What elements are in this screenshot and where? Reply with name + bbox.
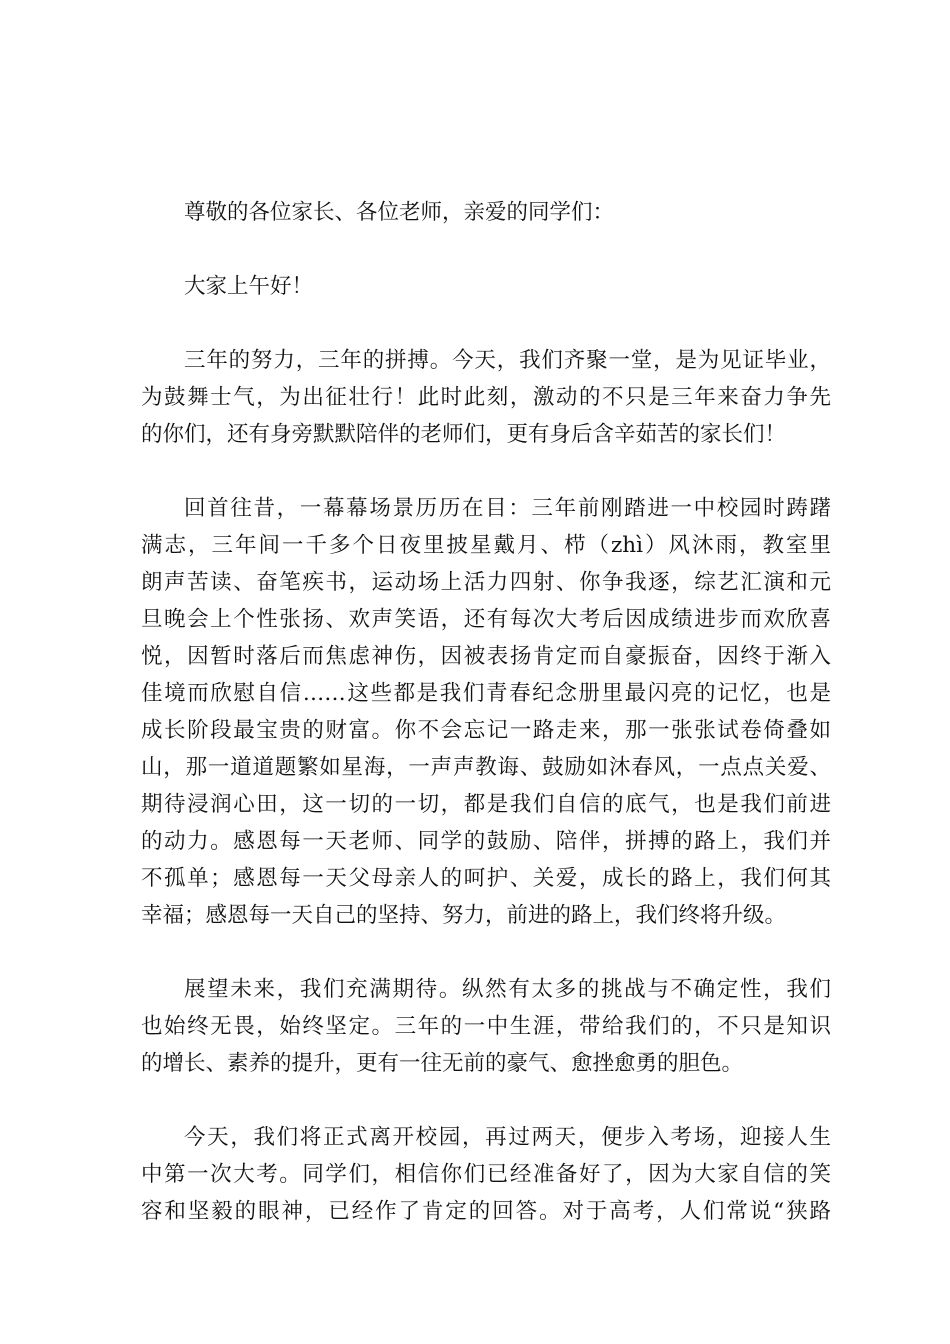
text-line: 期待浸润心田，这一切的一切，都是我们自信的底气，也是我们前进: [141, 792, 831, 817]
text-line: 三年的努力，三年的拼搏。今天，我们齐聚一堂，是为见证毕业，: [184, 348, 831, 373]
text-line: 旦晚会上个性张扬、欢声笑语，还有每次大考后因成绩进步而欢欣喜: [141, 607, 831, 632]
text-line: 回首往昔，一幕幕场景历历在目：三年前刚踏进一中校园时踌躇: [184, 496, 831, 521]
text-line: 的动力。感恩每一天老师、同学的鼓励、陪伴，拼搏的路上，我们并: [141, 829, 831, 854]
text-line: 不孤单；感恩每一天父母亲人的呵护、关爱，成长的路上，我们何其: [141, 866, 831, 891]
text-line: 的增长、素养的提升，更有一往无前的豪气、愈挫愈勇的胆色。: [141, 1051, 744, 1076]
text-line: 尊敬的各位家长、各位老师，亲爱的同学们：: [184, 200, 615, 225]
body-paragraph: [141, 971, 831, 1082]
text-line: 今天，我们将正式离开校园，再过两天，便步入考场，迎接人生: [184, 1125, 831, 1150]
document-body: [141, 194, 831, 1267]
greeting-paragraph: [141, 268, 831, 305]
text-line: 朗声苦读、奋笔疾书，运动场上活力四射、你争我逐，综艺汇演和元: [141, 570, 831, 595]
text-line: 展望未来，我们充满期待。纵然有太多的挑战与不确定性，我们: [184, 977, 831, 1002]
text-line: 满志，三年间一千多个日夜里披星戴月、栉（zhì）风沐雨，教室里: [141, 533, 831, 558]
text-line: 也始终无畏，始终坚定。三年的一中生涯，带给我们的，不只是知识: [141, 1014, 831, 1039]
text-line: 的你们，还有身旁默默陪伴的老师们，更有身后含辛茹苦的家长们！: [141, 422, 787, 447]
text-line: 容和坚毅的眼神，已经作了肯定的回答。对于高考，人们常说“狭路: [141, 1199, 831, 1224]
text-line: 佳境而欣慰自信……这些都是我们青春纪念册里最闪亮的记忆，也是: [141, 681, 831, 706]
text-line: 中第一次大考。同学们，相信你们已经准备好了，因为大家自信的笑: [141, 1162, 831, 1187]
text-line: 为鼓舞士气，为出征壮行！此时此刻，激动的不只是三年来奋力争先: [141, 385, 831, 410]
salutation-paragraph: [141, 194, 831, 231]
text-line: 山，那一道道题繁如星海，一声声教诲、鼓励如沐春风，一点点关爱、: [141, 755, 831, 780]
text-line: 幸福；感恩每一天自己的坚持、努力，前进的路上，我们终将升级。: [141, 903, 787, 928]
text-line: 大家上午好！: [184, 274, 314, 299]
text-line: 悦，因暂时落后而焦虑神伤，因被表扬肯定而自豪振奋，因终于渐入: [141, 644, 831, 669]
body-paragraph: [141, 1119, 831, 1230]
text-line: 成长阶段最宝贵的财富。你不会忘记一路走来，那一张张试卷倚叠如: [141, 718, 831, 743]
body-paragraph: [141, 342, 831, 453]
body-paragraph: [141, 490, 831, 934]
